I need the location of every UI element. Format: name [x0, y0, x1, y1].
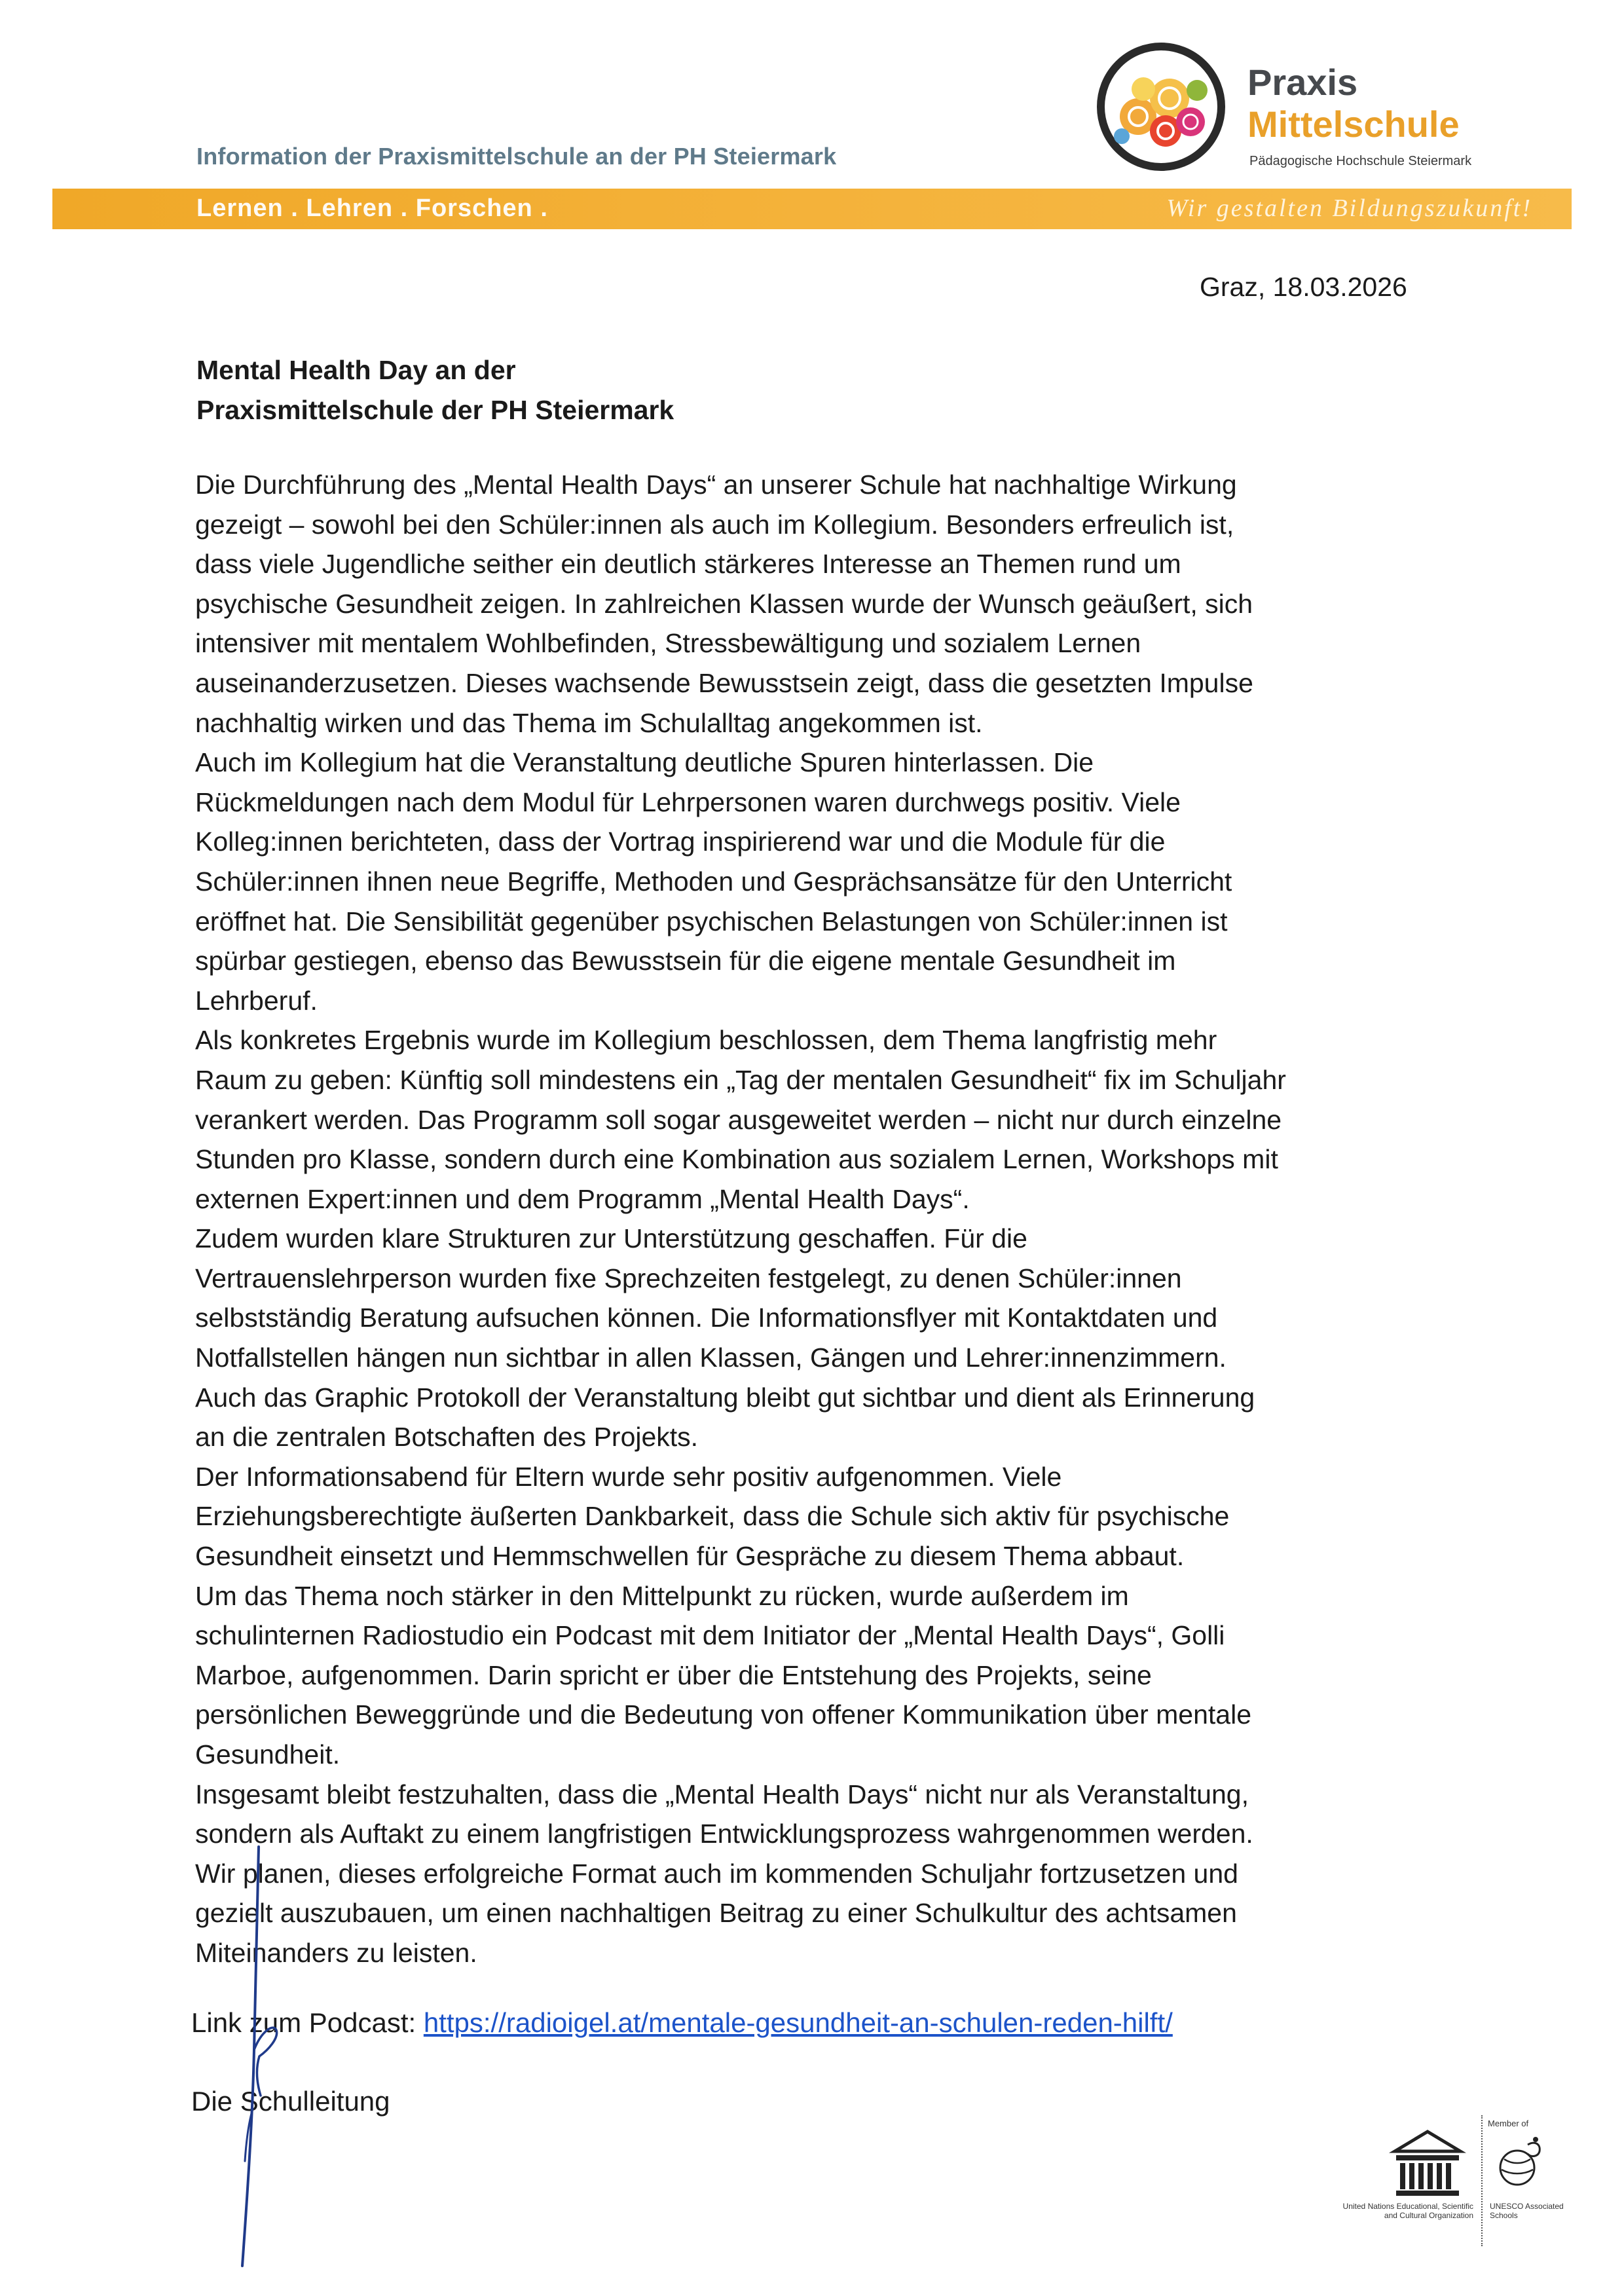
- body-line: schulinternen Radiostudio ein Podcast mit dem Initiator der „Mental Health Days“, Golli: [195, 1620, 1225, 1651]
- body-line: Auch das Graphic Protokoll der Veranstaltung bleibt gut sichtbar und dient als Erinnerung: [195, 1382, 1255, 1413]
- body-line: verankert werden. Das Programm soll sogar ausgeweitet werden – nicht nur durch einzelne: [195, 1104, 1282, 1135]
- body-line: Zudem wurden klare Strukturen zur Unterstützung geschaffen. Für die: [195, 1223, 1027, 1254]
- subject-line-2: Praxismittelschule der PH Steiermark: [196, 395, 674, 425]
- member-of-label: Member of: [1488, 2119, 1529, 2128]
- letter-body: [195, 465, 1439, 1973]
- body-line: gezeigt – sowohl bei den Schüler:innen als auch im Kollegium. Besonders erfreulich ist,: [195, 509, 1234, 540]
- body-line: gezielt auszubauen, um einen nachhaltigen Beitrag zu einer Schulkultur des achtsamen: [195, 1898, 1237, 1929]
- body-line: Stunden pro Klasse, sondern durch eine Kombination aus sozialem Lernen, Workshops mit: [195, 1144, 1278, 1175]
- body-line: Die Durchführung des „Mental Health Days“ an unserer Schule hat nachhaltige Wirkung: [195, 470, 1237, 500]
- body-line: psychische Gesundheit zeigen. In zahlreichen Klassen wurde der Wunsch geäußert, sich: [195, 588, 1253, 619]
- podcast-link-line: [191, 2007, 1173, 2039]
- body-line: selbstständig Beratung aufsuchen können. Die Informationsflyer mit Kontaktdaten und: [195, 1303, 1218, 1333]
- body-line: persönlichen Beweggründe und die Bedeutung von offener Kommunikation über mentale: [195, 1699, 1252, 1730]
- body-line: Insgesamt bleibt festzuhalten, dass die „Mental Health Days“ nicht nur als Veranstaltung,: [195, 1779, 1249, 1809]
- aspnet-globe-icon: [1490, 2132, 1549, 2204]
- unesco-temple-icon: [1388, 2125, 1467, 2204]
- body-line: Kolleg:innen berichteten, dass der Vortrag inspirierend war und die Module für die: [195, 826, 1166, 857]
- footer-divider: [1481, 2115, 1483, 2246]
- school-logo-icon: [1092, 38, 1230, 176]
- body-line: Gesundheit einsetzt und Hemmschwellen für Gespräche zu diesem Thema abbaut.: [195, 1541, 1185, 1572]
- body-line: Rückmeldungen nach dem Modul für Lehrpersonen waren durchwegs positiv. Viele: [195, 787, 1181, 817]
- body-line: Miteinanders zu leisten.: [195, 1937, 477, 1968]
- logo-title-mittelschule: Mittelschule: [1247, 103, 1460, 145]
- signature: [196, 1834, 327, 2292]
- podcast-link[interactable]: https://radioigel.at/mentale-gesundheit-an-schulen-reden-hilft/: [423, 2007, 1173, 2038]
- aspnet-caption: UNESCO Associated Schools: [1490, 2202, 1564, 2220]
- body-line: dass viele Jugendliche seither ein deutlich stärkeres Interesse an Themen rund um: [195, 549, 1181, 580]
- body-line: Erziehungsberechtigte äußerten Dankbarkeit, dass die Schule sich aktiv für psychische: [195, 1501, 1230, 1532]
- podcast-label: Link zum Podcast:: [191, 2007, 424, 2038]
- header-band: [52, 189, 1572, 229]
- body-line: Auch im Kollegium hat die Veranstaltung deutliche Spuren hinterlassen. Die: [195, 747, 1094, 778]
- header-info-text: Information der Praxismittelschule an der PH Steiermark: [196, 143, 837, 170]
- body-line: Vertrauenslehrperson wurden fixe Sprechzeiten festgelegt, zu denen Schüler:innen: [195, 1263, 1182, 1293]
- body-line: spürbar gestiegen, ebenso das Bewusstsein für die eigene mentale Gesundheit im: [195, 946, 1176, 976]
- body-line: externen Expert:innen und dem Programm „Mental Health Days“.: [195, 1183, 970, 1214]
- body-line: eröffnet hat. Die Sensibilität gegenüber psychischen Belastungen von Schüler:innen ist: [195, 906, 1228, 936]
- logo-title-praxis: Praxis: [1247, 62, 1358, 103]
- body-line: sondern als Auftakt zu einem langfristigen Entwicklungsprozess wahrgenommen werden.: [195, 1819, 1253, 1849]
- body-line: an die zentralen Botschaften des Projekts.: [195, 1422, 699, 1453]
- body-line: Der Informationsabend für Eltern wurde sehr positiv aufgenommen. Viele: [195, 1461, 1062, 1492]
- body-line: Schüler:innen ihnen neue Begriffe, Methoden und Gesprächsansätze für den Unterricht: [195, 866, 1232, 897]
- header-band-motto: Wir gestalten Bildungszukunft!: [1166, 194, 1532, 222]
- letter-date: Graz, 18.03.2026: [1200, 272, 1407, 302]
- body-line: nachhaltig wirken und das Thema im Schulalltag angekommen ist.: [195, 707, 983, 738]
- body-line: Gesundheit.: [195, 1739, 341, 1769]
- body-line: Lehrberuf.: [195, 985, 318, 1016]
- body-line: Raum zu geben: Künftig soll mindestens ein „Tag der mentalen Gesundheit“ fix im Schuljahr: [195, 1064, 1286, 1095]
- body-line: Notfallstellen hängen nun sichtbar in allen Klassen, Gängen und Lehrer:innenzimmern.: [195, 1342, 1227, 1373]
- header-band-slogan: Lernen . Lehren . Forschen .: [196, 194, 548, 222]
- logo-subtitle: Pädagogische Hochschule Steiermark: [1249, 154, 1472, 168]
- body-line: Marboe, aufgenommen. Darin spricht er über die Entstehung des Projekts, seine: [195, 1659, 1152, 1690]
- body-line: Wir planen, dieses erfolgreiche Format auch im kommenden Schuljahr fortzusetzen und: [195, 1858, 1238, 1889]
- body-line: Um das Thema noch stärker in den Mittelpunkt zu rücken, wurde außerdem im: [195, 1580, 1129, 1611]
- letter-subject: [196, 350, 674, 430]
- unesco-caption: United Nations Educational, Scientific and Cultural Organization: [1342, 2202, 1473, 2220]
- letter-closing: Die Schulleitung: [191, 2086, 390, 2117]
- subject-line-1: Mental Health Day an der: [196, 355, 516, 385]
- body-line: Als konkretes Ergebnis wurde im Kollegium beschlossen, dem Thema langfristig mehr: [195, 1025, 1217, 1056]
- body-line: auseinanderzusetzen. Dieses wachsende Bewusstsein zeigt, dass die gesetzten Impulse: [195, 667, 1253, 698]
- body-line: intensiver mit mentalem Wohlbefinden, Stressbewältigung und sozialem Lernen: [195, 628, 1141, 659]
